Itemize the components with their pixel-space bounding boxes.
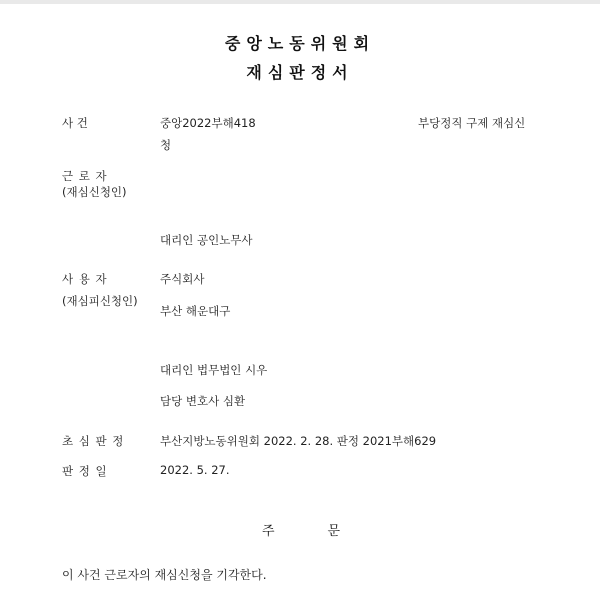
first-decision-label: 초 심 판 정	[62, 434, 125, 448]
order-heading-left: 주	[262, 524, 275, 539]
employer-agent-attorney: 담당 변호사 심환	[160, 394, 246, 408]
decision-date-label: 판 정 일	[62, 464, 108, 478]
case-title-line1: 부당정직 구제 재심신	[418, 116, 526, 130]
worker-sublabel: (재심신청인)	[62, 185, 127, 199]
employer-agent-firm: 대리인 법무법인 시우	[160, 363, 268, 377]
order-heading-right: 문	[327, 524, 340, 539]
document-title: 재심판정서	[246, 63, 354, 82]
organization-title: 중앙노동위원회	[224, 34, 376, 53]
case-title-line2: 청	[160, 138, 172, 152]
employer-label: 사 용 자	[62, 272, 108, 286]
employer-company: 주식회사	[160, 272, 205, 286]
case-label-text: 사 건	[62, 116, 88, 130]
worker-agent: 대리인 공인노무사	[160, 233, 253, 247]
order-text: 이 사건 근로자의 재심신청을 기각한다.	[62, 568, 267, 582]
worker-label: 근 로 자	[62, 169, 108, 183]
employer-sublabel: (재심피신청인)	[62, 294, 138, 308]
case-label	[62, 115, 122, 131]
employer-branch: 부산 해운대구	[160, 304, 231, 318]
decision-date-value: 2022. 5. 27.	[160, 463, 230, 477]
case-number: 중앙2022부해418	[160, 116, 256, 130]
order-heading	[262, 520, 340, 539]
first-decision-value: 부산지방노동위원회 2022. 2. 28. 판정 2021부해629	[160, 434, 437, 448]
scan-edge	[0, 0, 600, 4]
